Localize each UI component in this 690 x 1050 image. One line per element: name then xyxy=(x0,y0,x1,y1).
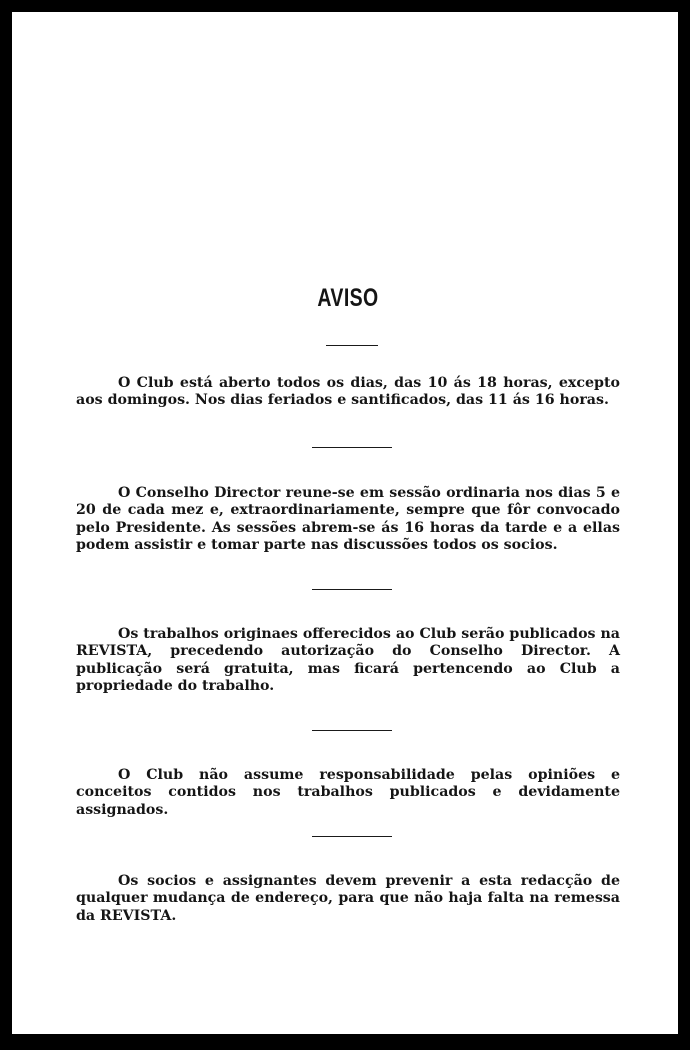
paragraph-address-change: Os socios e assignantes devem prevenir a esta redacção de qualquer mudança de endereço, para que não haja falta na remessa da REVISTA. xyxy=(76,873,620,924)
paragraph-responsibility: O Club não assume responsabilidade pelas opiniões e conceitos contidos nos trabalhos publicados e devidamente assignados. xyxy=(76,767,620,818)
document-page xyxy=(12,12,678,1034)
title-divider xyxy=(326,345,378,346)
page-title: AVISO xyxy=(317,284,379,312)
section-divider xyxy=(312,589,392,590)
paragraph-publications: Os trabalhos originaes offerecidos ao Club serão publicados na REVISTA, precedendo autorização do Conselho Director. A publicação será gratuita, mas ficará pertencendo ao Club a propriedade do trabalho. xyxy=(76,626,620,694)
paragraph-board-meetings: O Conselho Director reune-se em sessão ordinaria nos dias 5 e 20 de cada mez e, extraordinariamente, sempre que fôr convocado pelo Presidente. As sessões abrem-se ás 16 horas da tarde e a ellas podem assistir e tomar parte nas discussões todos os socios. xyxy=(76,485,620,553)
section-divider xyxy=(312,447,392,448)
section-divider xyxy=(312,836,392,837)
paragraph-opening-hours: O Club está aberto todos os dias, das 10 ás 18 horas, excepto aos domingos. Nos dias feriados e santificados, das 11 ás 16 horas. xyxy=(76,375,620,409)
section-divider xyxy=(312,730,392,731)
